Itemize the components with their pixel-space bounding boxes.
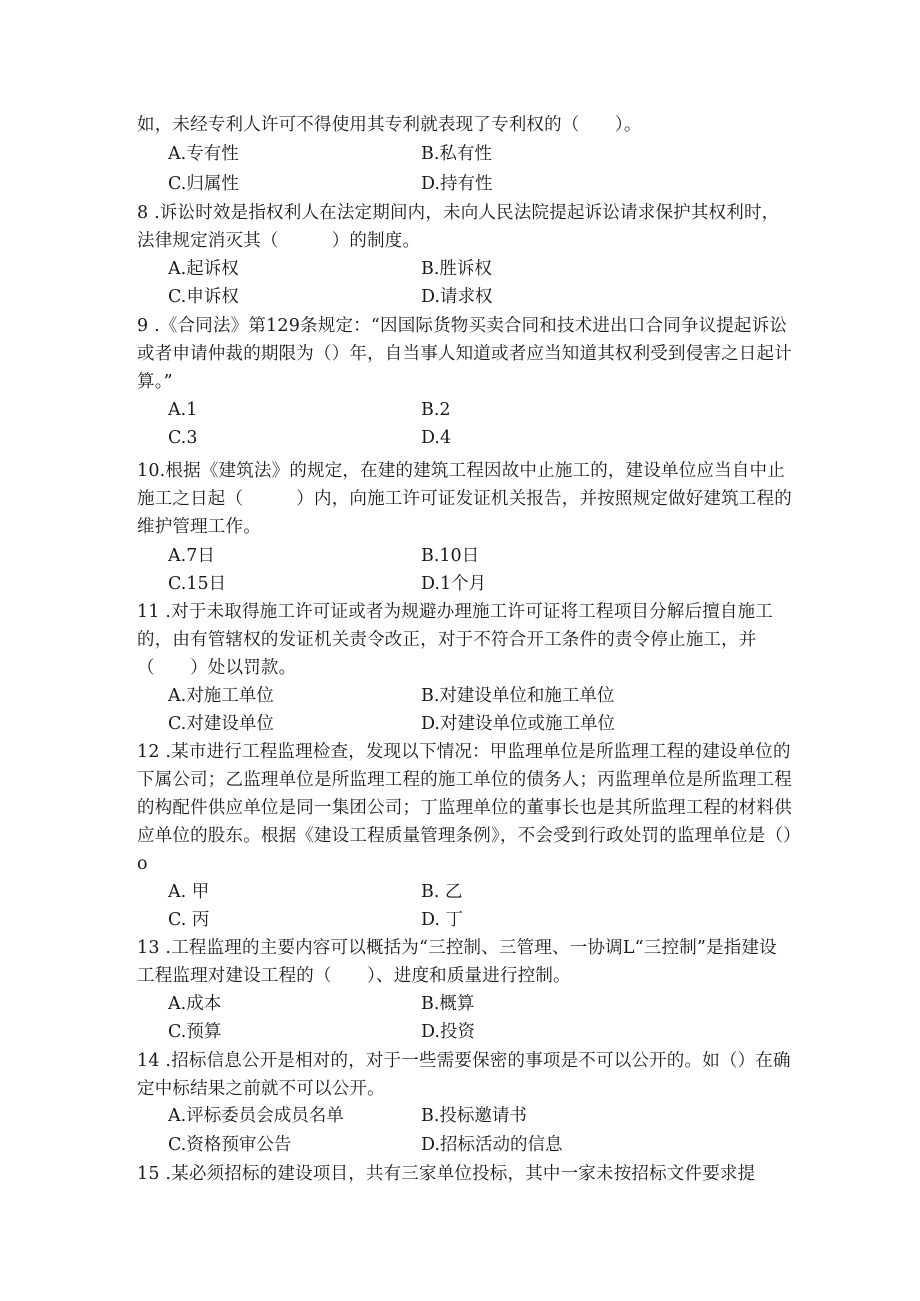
question-stem: 10.根据《建筑法》的规定，在建的建筑工程因故中止施工的，建设单位应当自中止施工之日起（ ）内，向施工许可证发证机关报告，并按照规定做好建筑工程的维护管理工作。 [137, 461, 792, 537]
option-d: D.对建设单位或施工单位 [421, 714, 615, 734]
option-b: B.私有性 [421, 144, 492, 164]
question-stem: 12 .某市进行工程监理检查，发现以下情况：甲监理单位是所监理工程的建设单位的下属公司；乙监理单位是所监理工程的施工单位的债务人；丙监理单位是所监理工程的构配件供应单位是同一集团公司；丁监理单位的董事长也是其所监理工程的材料供应单位的股东。根据《建设工程质量管理条例》，不会受到行政处罚的监理单位是（）o [137, 742, 793, 874]
option-c: C.资格预审公告 [168, 1135, 292, 1155]
option-b: B. 乙 [421, 882, 463, 902]
option-b: B.2 [421, 400, 451, 420]
question-stem: 8 .诉讼时效是指权利人在法定期间内，未向人民法院提起诉讼请求保护其权利时，法律规定消灭其（ ）的制度。 [137, 203, 780, 251]
option-d: D. 丁 [421, 910, 464, 930]
option-a: A.起诉权 [168, 259, 239, 279]
option-b: B.胜诉权 [421, 259, 492, 279]
option-a: A.7日 [168, 546, 215, 566]
option-d: D.投资 [421, 1022, 475, 1042]
option-b: B.10日 [421, 546, 480, 566]
question-stem: 9 .《合同法》第129条规定：“因国际货物买卖合同和技术进出口合同争议提起诉讼或者申请仲裁的期限为（）年，自当事人知道或者应当知道其权利受到侵害之日起计算。” [137, 316, 792, 392]
option-a: A.对施工单位 [168, 686, 274, 706]
option-c: C.归属性 [168, 174, 239, 194]
option-a: A. 甲 [168, 882, 210, 902]
question-stem: 15 .某必须招标的建设项目，共有三家单位投标，其中一家未按招标文件要求提 [137, 1164, 756, 1184]
option-c: C.申诉权 [168, 287, 239, 307]
option-d: D.1个月 [421, 574, 487, 594]
question-stem: 13 .工程监理的主要内容可以概括为“三控制、三管理、一协调L“三控制”是指建设工程监理对建设工程的（ ）、进度和质量进行控制。 [137, 938, 777, 986]
option-c: C.3 [168, 428, 198, 448]
option-c: C.对建设单位 [168, 714, 274, 734]
option-b: B.对建设单位和施工单位 [421, 686, 615, 706]
question-stem: 11 .对于未取得施工许可证或者为规避办理施工许可证将工程项目分解后擅自施工的，由有管辖权的发证机关责令改正，对于不符合开工条件的责令停止施工，并（ ）处以罚款。 [137, 602, 773, 678]
option-a: A.评标委员会成员名单 [168, 1106, 344, 1126]
question-stem: 14 .招标信息公开是相对的，对于一些需要保密的事项是不可以公开的。如（）在确定中标结果之前就不可以公开。 [137, 1051, 791, 1099]
option-a: A.专有性 [168, 144, 239, 164]
option-b: B.概算 [421, 994, 475, 1014]
option-b: B.投标邀请书 [421, 1106, 527, 1126]
option-d: D.招标活动的信息 [421, 1135, 563, 1155]
question-stem: 如，未经专利人许可不得使用其专利就表现了专利权的（ ）。 [137, 115, 642, 135]
option-a: A.1 [168, 400, 198, 420]
option-d: D.4 [421, 428, 452, 448]
option-d: D.请求权 [421, 287, 493, 307]
option-d: D.持有性 [421, 174, 493, 194]
option-c: C.预算 [168, 1022, 222, 1042]
option-c: C. 丙 [168, 910, 210, 930]
option-c: C.15日 [168, 574, 227, 594]
option-a: A.成本 [168, 994, 222, 1014]
